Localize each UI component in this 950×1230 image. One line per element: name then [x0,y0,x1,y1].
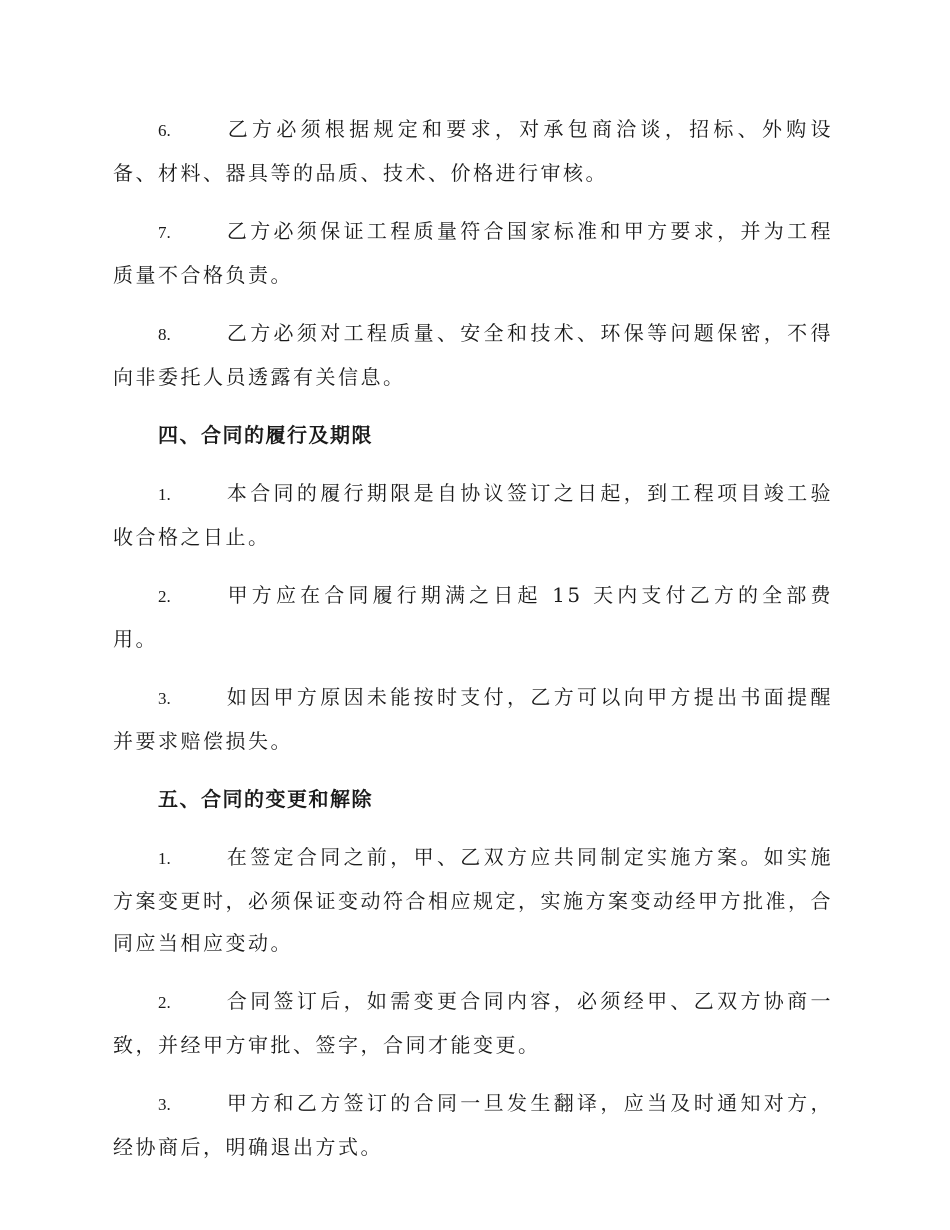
clause-number: 3. [158,689,171,708]
section-5-heading: 五、合同的变更和解除 [158,787,373,811]
section-4-clause-2 [113,574,833,660]
clause-text: 甲方应在合同履行期满之日起 15 天内支付乙方的全部费用。 [113,583,833,651]
clause-number: 1. [158,485,171,504]
clause-8 [113,312,833,398]
clause-number: 2. [158,993,171,1012]
clause-number: 6. [158,121,171,140]
clause-text: 乙方必须保证工程质量符合国家标准和甲方要求，并为工程质量不合格负责。 [113,219,833,287]
section-5-clause-1 [113,836,833,964]
clause-text: 乙方必须对工程质量、安全和技术、环保等问题保密，不得向非委托人员透露有关信息。 [113,321,833,389]
clause-number: 1. [158,849,171,868]
clause-number: 7. [158,223,171,242]
clause-text: 甲方和乙方签订的合同一旦发生翻译，应当及时通知对方，经协商后，明确退出方式。 [113,1091,833,1159]
section-5-clause-3 [113,1082,833,1168]
clause-text: 合同签订后，如需变更合同内容，必须经甲、乙双方协商一致，并经甲方审批、签字，合同才能变更。 [113,989,833,1057]
section-4-clause-1 [113,472,833,558]
section-5-clause-2 [113,980,833,1066]
section-4-heading: 四、合同的履行及期限 [158,423,373,447]
document-page [113,108,833,1184]
clause-text: 在签定合同之前，甲、乙双方应共同制定实施方案。如实施方案变更时，必须保证变动符合相应规定，实施方案变动经甲方批准，合同应当相应变动。 [113,845,833,955]
clause-number: 8. [158,325,171,344]
clause-number: 2. [158,587,171,606]
clause-7 [113,210,833,296]
clause-6 [113,108,833,194]
clause-text: 本合同的履行期限是自协议签订之日起，到工程项目竣工验收合格之日止。 [113,481,833,549]
section-4-clause-3 [113,676,833,762]
clause-text: 如因甲方原因未能按时支付，乙方可以向甲方提出书面提醒并要求赔偿损失。 [113,685,833,753]
clause-number: 3. [158,1095,171,1114]
clause-text: 乙方必须根据规定和要求，对承包商洽谈，招标、外购设备、材料、器具等的品质、技术、价格进行审核。 [113,117,833,185]
